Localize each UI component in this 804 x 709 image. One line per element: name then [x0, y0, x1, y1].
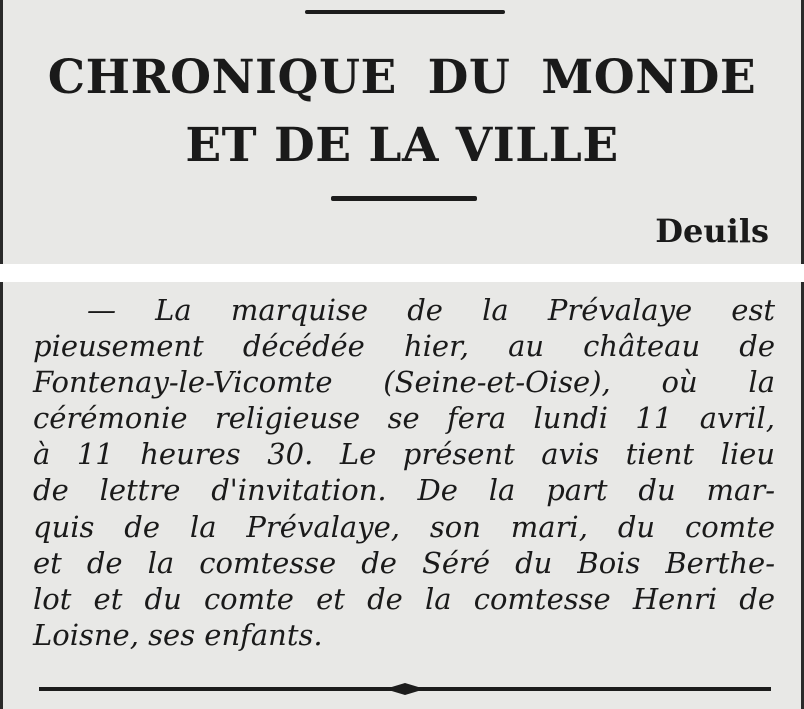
text-line: Fontenay-le-Vicomte (Seine-et-Oise), où la — [33, 365, 775, 400]
text-line: lot et du comte et de la comtesse Henri de — [33, 581, 775, 616]
text-line: et de la comtesse de Séré du Bois Berthe- — [33, 545, 775, 580]
text-line: pieusement décédée hier, au château de — [33, 329, 775, 364]
text-line: cérémonie religieuse se fera lundi 11 avril, — [33, 401, 775, 436]
headline-line-1: CHRONIQUE DU MONDE — [47, 50, 757, 105]
headline-line-2: ET DE LA VILLE — [185, 118, 619, 173]
text-line: à 11 heures 30. Le présent avis tient lieu — [33, 437, 775, 472]
headline-block — [0, 0, 804, 264]
top-divider-rule — [305, 10, 505, 14]
headline-underline-rule — [331, 196, 477, 201]
text-line: — La marquise de la Prévalaye est — [87, 293, 775, 327]
obituary-block — [0, 282, 804, 709]
obituary-text — [33, 292, 775, 653]
section-heading: Deuils — [655, 212, 769, 250]
text-line: Loisne, ses enfants. — [33, 617, 323, 652]
text-line: de lettre d'invitation. De la part du mar- — [33, 473, 775, 508]
ornamental-end-rule — [39, 682, 771, 696]
text-line: quis de la Prévalaye, son mari, du comte — [33, 509, 775, 544]
